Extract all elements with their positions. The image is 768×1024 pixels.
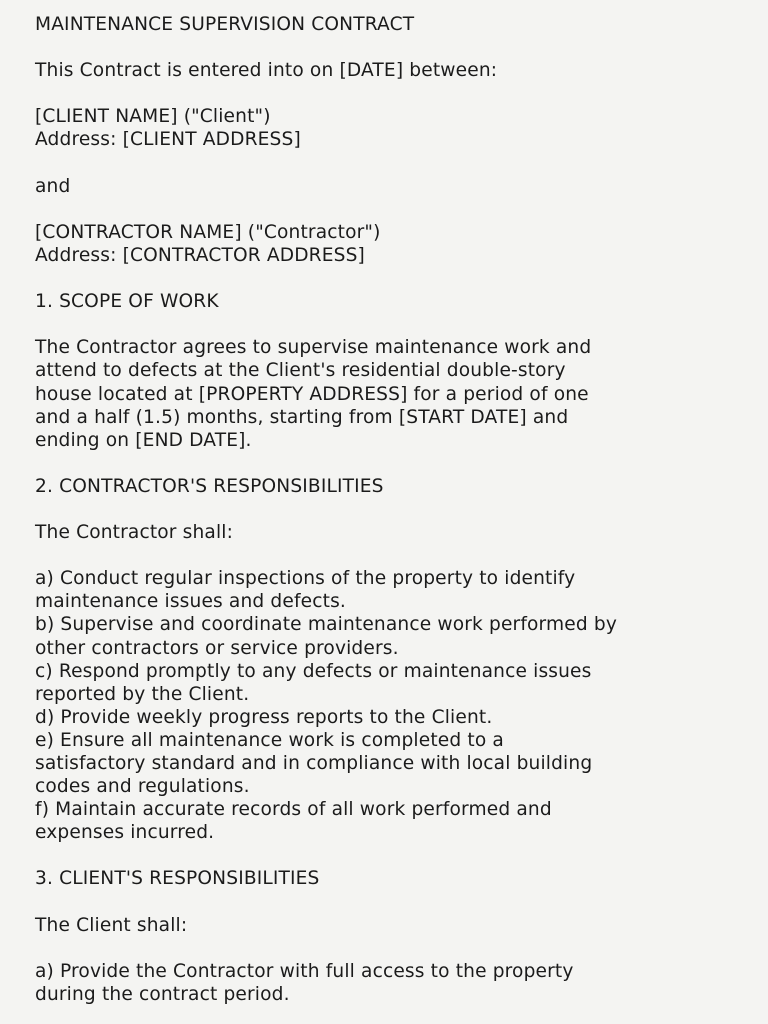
section-3-lead: The Client shall: <box>35 914 188 936</box>
section-3-heading: 3. CLIENT'S RESPONSIBILITIES <box>35 868 320 890</box>
contractor-name: [CONTRACTOR NAME] ("Contractor") <box>35 221 381 243</box>
spacer <box>35 198 745 221</box>
spacer <box>35 82 745 105</box>
section-1-line: ending on [END DATE]. <box>35 429 252 451</box>
section-1-line: and a half (1.5) months, starting from [START DATE] and <box>35 406 569 428</box>
spacer <box>35 498 745 521</box>
section-2-line: f) Maintain accurate records of all work performed and <box>35 799 552 821</box>
section-2-line: other contractors or service providers. <box>35 637 399 659</box>
intro-text: This Contract is entered into on [DATE] between: <box>35 60 498 82</box>
section-1-heading: 1. SCOPE OF WORK <box>35 291 219 313</box>
section-2-line: a) Conduct regular inspections of the property to identify <box>35 568 576 590</box>
section-1-line: attend to defects at the Client's residential double-story <box>35 360 566 382</box>
spacer <box>35 544 745 567</box>
section-3-line: during the contract period. <box>35 983 290 1005</box>
spacer <box>35 937 745 960</box>
section-2-line: d) Provide weekly progress reports to the Client. <box>35 706 493 728</box>
and-text: and <box>35 175 71 197</box>
section-3-line: a) Provide the Contractor with full access to the property <box>35 960 574 982</box>
client-name: [CLIENT NAME] ("Client") <box>35 106 271 128</box>
contractor-address: Address: [CONTRACTOR ADDRESS] <box>35 244 365 266</box>
section-2-line: codes and regulations. <box>35 776 250 798</box>
spacer <box>35 152 745 175</box>
section-1-line: house located at [PROPERTY ADDRESS] for a period of one <box>35 383 589 405</box>
client-address: Address: [CLIENT ADDRESS] <box>35 129 301 151</box>
section-2-line: reported by the Client. <box>35 683 250 705</box>
section-2-line: c) Respond promptly to any defects or maintenance issues <box>35 660 592 682</box>
section-2-line: satisfactory standard and in compliance with local building <box>35 753 593 774</box>
section-2-heading: 2. CONTRACTOR'S RESPONSIBILITIES <box>35 475 384 497</box>
document-title: MAINTENANCE SUPERVISION CONTRACT <box>35 14 415 35</box>
section-2-line: expenses incurred. <box>35 822 215 844</box>
section-2-line: maintenance issues and defects. <box>35 591 346 613</box>
section-2-line: e) Ensure all maintenance work is completed to a <box>35 729 504 751</box>
spacer <box>35 452 745 475</box>
section-2-lead: The Contractor shall: <box>35 522 234 544</box>
spacer <box>35 844 745 867</box>
spacer <box>35 313 745 336</box>
spacer <box>35 267 745 290</box>
section-1-line: The Contractor agrees to supervise maintenance work and <box>35 337 592 359</box>
section-2-line: b) Supervise and coordinate maintenance work performed by <box>35 614 617 636</box>
spacer <box>35 891 745 914</box>
spacer <box>35 36 745 59</box>
contract-document <box>35 13 745 1006</box>
